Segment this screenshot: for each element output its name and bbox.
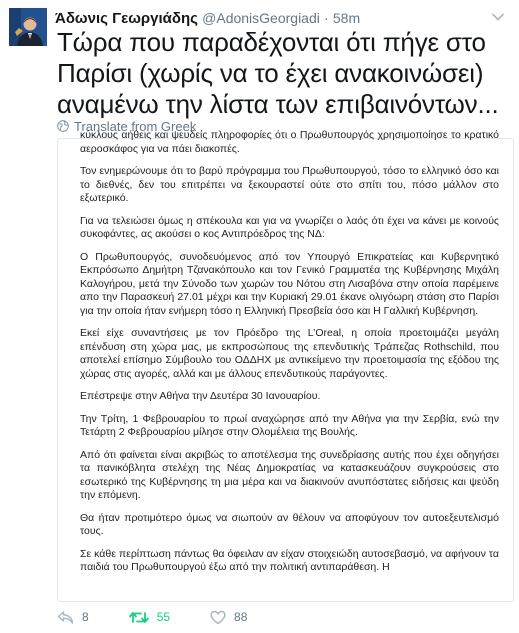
chevron-down-icon[interactable] [491, 10, 505, 24]
author-handle[interactable]: @AdonisGeorgiadi [202, 10, 320, 26]
document-text [58, 129, 513, 584]
heart-icon [210, 610, 226, 625]
avatar-image [9, 8, 47, 46]
translate-label: Translate from Greek [74, 118, 197, 134]
reply-count: 8 [82, 610, 89, 624]
retweet-icon [129, 610, 149, 625]
tweet-text: Τώρα που παραδέχονται ότι πήγε στο Παρίσι (χωρίς να το έχει ανακοινώσει) αναμένω την λίστα των επιβαινόντων... [57, 27, 499, 119]
document-paragraph: Για να τελειώσει όμως η σπέκουλα και για να γνωρίζει ο λαός ότι έχει να κάνει με κοινούς συκοφάντες, ας ακούσει ο κος Αντιπρόεδρος της ΝΔ: [80, 214, 499, 240]
document-paragraph: Σε κάθε περίπτωση πάντως θα όφειλαν αν είχαν στοιχειώδη αυτοσεβασμό, να αφήνουν τα παιδιά του Πρωθυπουργού έξω από την πολιτική αντιπαράθεση. Η [80, 547, 499, 573]
document-paragraph: Θα ήταν προτιμότερο όμως να σιωπούν αν θέλουν να αποφύγουν τον αυτοεξευτελισμό τους. [80, 511, 499, 537]
tweet-timestamp[interactable]: 58m [332, 10, 361, 26]
like-button[interactable] [210, 610, 247, 625]
document-paragraph: Από ότι φαίνεται είναι ακριβώς το αποτέλεσμα της συνεδρίασης αυτής που έχει οδηγήσει τα πανικόβλητα στελέχη της Νέας Δημοκρατίας να κατασκευάζουν συγκρούσεις στο εσωτερικό της Κυβέρνησης τη μια μέρα και να διακινούν ανυπόστατες ειδήσεις και ψεύδη την επόμενη. [80, 448, 499, 501]
like-count: 88 [234, 610, 248, 624]
document-paragraph: Ο Πρωθυπουργός, συνοδευόμενος από τον Υπουργό Επικρατείας και Κυβερνητικό Εκπρόσωπο Δημήτρη Τζανακόπουλο και τον Γενικό Γραμματέα της Κυβέρνησης Μιχάλη Καλογήρου, μετά την Σύνοδο των χωρών του Νότου στη Λισαβόνα στην οποία παρέμεινε απο την Παρασκευή 27.01 μέχρι και την Κυριακή 29.01 έκανε ολιγόωρη στάση στο Παρίσι για την οποία ήταν ενήμερη τόσο η Ελληνική Πρεσβεία όσο και Η Γαλλική Κυβέρνηση. [80, 250, 499, 317]
avatar[interactable] [9, 8, 47, 46]
author-name[interactable]: Άδωνις Γεωργιάδης [55, 10, 198, 27]
retweet-count: 55 [156, 610, 171, 624]
author-line [55, 10, 360, 27]
document-paragraph: Επέστρεψε στην Αθήνα την Δευτέρα 30 Ιανουαρίου. [80, 390, 321, 402]
document-paragraph: κύκλους αήθεις και ψευδείς πληροφορίες ότι ο Πρωθυπουργός χρησιμοποίησε το κρατικό αεροσκάφος για να πάει διακοπές. [80, 129, 499, 155]
tweet-actions [57, 607, 247, 627]
document-paragraph: Τον ενημερώνουμε ότι το βαρύ πρόγραμμα του Πρωθυπουργού, τόσο το ελληνικό όσο και το διεθνές, δεν του επιτρέπει να ξεκουραστεί ούτε στο σπίτι του, πόσο μάλλον στο εξωτερικό. [80, 165, 499, 204]
reply-button[interactable] [57, 610, 89, 625]
document-paragraph: Εκεί είχε συναντήσεις με τον Πρόεδρο της L’Oreal, η οποία προετοιμάζει μεγάλη επένδυση στη χώρα μας, με εκπροσώπους της επενδυτικής Τράπεζας Rothschild, που αποτελεί επίσημο Σύμβουλο του ΟΔΔΗΧ με αντικείμενο την προετοιμασία της εξόδου της χώρας στις αγορές, αλλά και με άλλους επενδυτικούς παράγοντες. [80, 327, 499, 380]
retweet-button[interactable] [129, 610, 170, 625]
document-paragraph: Την Τρίτη, 1 Φεβρουαρίου το πρωί αναχώρησε από την Αθήνα για την Σερβία, ενώ την Τετάρτη 2 Φεβρουαρίου μίλησε στην Ολομέλεια της Βουλής. [80, 412, 499, 438]
separator-dot: · [324, 10, 329, 26]
reply-icon [57, 610, 74, 625]
attached-document-image[interactable] [57, 129, 514, 602]
